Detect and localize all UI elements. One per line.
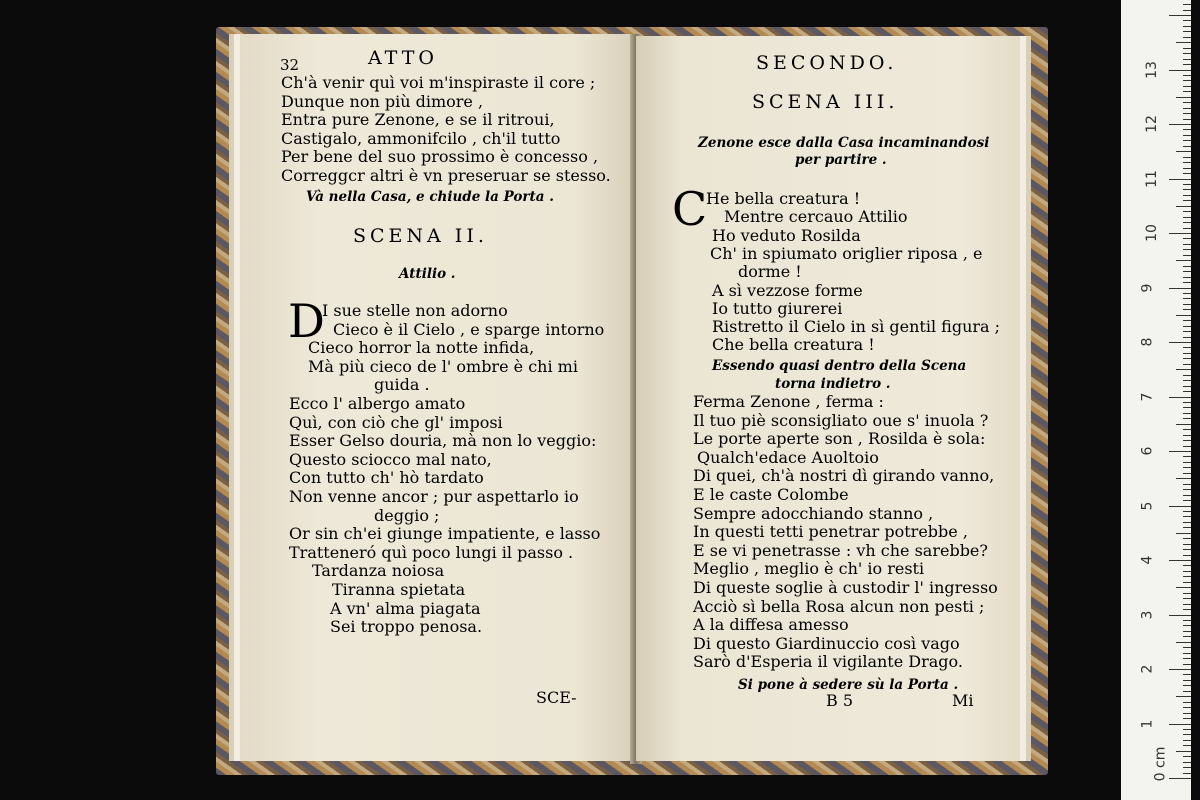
ruler-tick <box>1183 456 1191 457</box>
ruler-tick <box>1183 222 1191 223</box>
ruler-tick <box>1169 506 1191 507</box>
ruler-tick <box>1183 53 1191 54</box>
stage-direction: torna indietro . <box>775 376 891 392</box>
ruler-tick <box>1183 304 1191 305</box>
ruler-tick <box>1183 467 1191 468</box>
ruler-tick <box>1183 402 1191 403</box>
ruler-tick <box>1183 576 1191 577</box>
ruler-number: 5 <box>1139 501 1156 510</box>
verse-line: Non venne ancor ; pur aspettarlo io <box>289 487 579 506</box>
catchword-left: SCE- <box>536 688 577 707</box>
ruler-tick <box>1183 271 1191 272</box>
ruler-tick <box>1183 718 1191 719</box>
ruler-tick <box>1183 255 1191 256</box>
verse-line: Esser Gelso douria, mà non lo veggio: <box>289 431 597 451</box>
ruler-tick <box>1183 767 1191 768</box>
ruler-tick <box>1183 102 1191 103</box>
ruler-tick <box>1183 598 1191 599</box>
ruler-tick <box>1169 560 1191 561</box>
ruler-tick <box>1183 440 1191 441</box>
ruler-tick <box>1183 407 1191 408</box>
verse-line: Mà più cieco de l' ombre è chi mi <box>308 356 578 376</box>
ruler-tick <box>1183 347 1191 348</box>
ruler-tick <box>1176 315 1191 316</box>
ruler-tick <box>1183 773 1191 774</box>
ruler-tick <box>1176 97 1191 98</box>
ruler-tick <box>1183 680 1191 681</box>
verse-line: He bella creatura ! <box>706 189 861 208</box>
verse-line: Sei troppo penosa. <box>330 617 483 637</box>
verse-line: Tratteneró quì poco lungi il passo . <box>289 542 574 562</box>
ruler-tick <box>1183 516 1191 517</box>
verse-line: Per bene del suo prossimo è concesso , <box>281 147 599 167</box>
ruler-tick <box>1183 277 1191 278</box>
catchword-right: Mi <box>952 691 974 710</box>
ruler-tick <box>1183 593 1191 594</box>
verse-line: Ferma Zenone , ferma : <box>693 392 884 411</box>
ruler-tick <box>1183 636 1191 637</box>
page-number: 32 <box>280 56 300 74</box>
ruler-tick <box>1183 129 1191 130</box>
verse-line: Sarò d'Esperia il vigilante Drago. <box>693 652 963 672</box>
ruler-tick <box>1169 70 1191 71</box>
ruler-tick <box>1183 745 1191 746</box>
ruler-tick <box>1183 326 1191 327</box>
ruler-tick <box>1183 707 1191 708</box>
ruler-tick <box>1183 331 1191 332</box>
verse-line: Ch'à venir quì voi m'inspiraste il core ; <box>281 73 596 92</box>
verse-line: In questi tetti penetrar potrebbe , <box>693 522 968 542</box>
verse-line: Cieco è il Cielo , e sparge intorno <box>333 319 605 339</box>
stage-direction: per partire . <box>795 152 887 168</box>
ruler-tick <box>1183 91 1191 92</box>
ruler-tick <box>1183 435 1191 436</box>
verse-line: Di queste soglie à custodir l' ingresso <box>693 578 998 597</box>
verse-line: I sue stelle non adorno <box>322 301 508 320</box>
ruler-tick <box>1176 42 1191 43</box>
ruler-tick <box>1183 309 1191 310</box>
verse-line: Quì, con ciò che gl' imposi <box>289 412 503 432</box>
verse-line: A vn' alma piagata <box>330 598 481 618</box>
ruler-tick <box>1183 353 1191 354</box>
ruler-tick <box>1183 549 1191 550</box>
stage-direction: Essendo quasi dentro della Scena <box>712 358 967 374</box>
ruler-tick <box>1183 64 1191 65</box>
ruler-tick <box>1183 625 1191 626</box>
verse-line: Mentre cercauo Attilio <box>724 207 908 227</box>
ruler-tick <box>1183 429 1191 430</box>
ruler-tick <box>1183 184 1191 185</box>
ruler-tick <box>1183 462 1191 463</box>
ruler-number: 9 <box>1139 283 1156 292</box>
ruler-tick <box>1183 658 1191 659</box>
ruler-tick <box>1183 293 1191 294</box>
verse-line: Correggcr altri è vn preseruar se stesso. <box>281 166 611 185</box>
ruler-number: 4 <box>1139 555 1156 565</box>
ruler-tick <box>1183 527 1191 528</box>
ruler-tick <box>1183 413 1191 414</box>
verse-line: Di quei, ch'à nostri dì girando vanno, <box>693 466 995 486</box>
ruler-tick <box>1183 217 1191 218</box>
verse-line: Le porte aperte son , Rosilda è sola: <box>693 429 986 449</box>
ruler-tick <box>1183 358 1191 359</box>
ruler-number: 8 <box>1139 337 1156 347</box>
ruler-tick <box>1183 4 1191 5</box>
ruler-tick <box>1183 386 1191 387</box>
ruler-number: 6 <box>1139 446 1156 456</box>
ruler-tick <box>1183 740 1191 741</box>
verse-line: Or sin ch'ei giunge impatiente, e lasso <box>289 524 601 544</box>
verse-line: Acciò sì bella Rosa alcun non pesti ; <box>693 596 985 616</box>
ruler-tick <box>1183 604 1191 605</box>
ruler-number: 7 <box>1139 392 1156 401</box>
ruler-tick <box>1183 489 1191 490</box>
ruler-tick <box>1183 762 1191 763</box>
ruler-tick <box>1176 478 1191 479</box>
verse-line: Ecco l' albergo amato <box>289 394 466 413</box>
ruler-tick <box>1183 31 1191 32</box>
ruler-tick <box>1183 734 1191 735</box>
verse-line: Con tutto ch' hò tardato <box>289 468 484 488</box>
verse-line: Io tutto giurerei <box>712 298 843 318</box>
ruler-tick <box>1183 647 1191 648</box>
ruler-tick <box>1183 135 1191 136</box>
ruler-tick <box>1183 86 1191 87</box>
ruler-tick <box>1183 10 1191 11</box>
ruler-tick <box>1183 375 1191 376</box>
ruler-tick <box>1183 582 1191 583</box>
ruler-tick <box>1183 320 1191 321</box>
verse-line: Entra pure Zenone, e se il ritroui, <box>281 110 555 130</box>
ruler-tick <box>1183 228 1191 229</box>
ruler-tick <box>1183 140 1191 141</box>
verse-line: Sempre adocchiando stanno , <box>693 503 934 523</box>
ruler-tick <box>1183 48 1191 49</box>
ruler-tick <box>1169 397 1191 398</box>
ruler-tick <box>1169 15 1191 16</box>
ruler-tick <box>1183 298 1191 299</box>
scene-title-right: SCENA III. <box>752 91 899 113</box>
running-head-left: ATTO <box>368 47 438 69</box>
ruler-tick <box>1183 249 1191 250</box>
ruler-tick <box>1176 751 1191 752</box>
ruler-number: 13 <box>1143 60 1160 79</box>
ruler-number: 3 <box>1139 610 1156 619</box>
ruler-tick <box>1183 555 1191 556</box>
ruler-tick <box>1176 151 1191 152</box>
ruler-tick <box>1169 615 1191 616</box>
verse-line: Ristretto il Cielo in sì gentil figura ; <box>712 317 1001 337</box>
ruler-tick <box>1183 609 1191 610</box>
ruler-tick <box>1183 713 1191 714</box>
ruler-tick <box>1176 260 1191 261</box>
ruler-tick <box>1183 691 1191 692</box>
verse-line: Meglio , meglio è ch' io resti <box>693 559 925 579</box>
ruler-tick <box>1183 702 1191 703</box>
ruler-tick <box>1169 451 1191 452</box>
ruler-tick <box>1183 162 1191 163</box>
drop-cap-left: D <box>288 294 325 348</box>
ruler-tick <box>1183 495 1191 496</box>
verse-line: Ho veduto Rosilda <box>712 225 861 245</box>
ruler-tick <box>1169 342 1191 343</box>
ruler-tick <box>1183 113 1191 114</box>
verse-line: Tardanza noiosa <box>312 561 445 581</box>
ruler-tick <box>1183 631 1191 632</box>
ruler-tick <box>1176 424 1191 425</box>
ruler-tick <box>1176 206 1191 207</box>
ruler-tick <box>1183 119 1191 120</box>
verse-line: Di questo Giardinuccio così vago <box>693 633 960 653</box>
ruler-tick <box>1183 168 1191 169</box>
verse-line: A la diffesa amesso <box>693 615 849 635</box>
verse-line: deggio ; <box>374 505 440 525</box>
ruler-number: 1 <box>1139 719 1156 728</box>
ruler-tick <box>1183 685 1191 686</box>
drop-cap-right: C <box>672 182 708 236</box>
ruler-tick <box>1183 380 1191 381</box>
ruler-tick <box>1183 729 1191 730</box>
ruler-tick <box>1183 282 1191 283</box>
ruler-number: 11 <box>1143 169 1160 188</box>
ruler-tick <box>1183 522 1191 523</box>
verse-line: Castigalo, ammonifcilo , ch'il tutto <box>281 128 561 148</box>
ruler-tick <box>1183 157 1191 158</box>
ruler-tick <box>1183 80 1191 81</box>
verse-line: E le caste Colombe <box>693 485 849 504</box>
ruler-tick <box>1183 571 1191 572</box>
ruler-tick <box>1183 37 1191 38</box>
ruler-tick <box>1183 238 1191 239</box>
verse-line: Qualch'edace Auoltoio <box>697 447 879 467</box>
verse-line: Il tuo piè sconsigliato oue s' inuola ? <box>693 410 989 430</box>
ruler-tick <box>1183 653 1191 654</box>
ruler-tick <box>1169 124 1191 125</box>
verse-line: A sì vezzose forme <box>712 280 863 300</box>
ruler-tick <box>1183 108 1191 109</box>
ruler-tick <box>1183 565 1191 566</box>
scene-title-left: SCENA II. <box>353 225 488 247</box>
stage-direction: Và nella Casa, e chiude la Porta . <box>306 189 554 205</box>
ruler-tick <box>1169 724 1191 725</box>
ruler-tick <box>1183 511 1191 512</box>
verse-line: Questo sciocco mal nato, <box>289 449 492 469</box>
ruler-tick <box>1176 587 1191 588</box>
verse-line: E se vi penetrasse : vh che sarebbe? <box>693 540 988 560</box>
ruler-tick <box>1183 544 1191 545</box>
ruler-tick <box>1183 364 1191 365</box>
verse-line: Ch' in spiumato origlier riposa , e <box>710 243 983 263</box>
verse-line: dorme ! <box>738 262 802 282</box>
measuring-ruler <box>1121 0 1191 800</box>
ruler-tick <box>1183 244 1191 245</box>
ruler-tick <box>1169 179 1191 180</box>
verse-line: Che bella creatura ! <box>712 335 875 355</box>
ruler-tick <box>1183 664 1191 665</box>
ruler-tick <box>1183 59 1191 60</box>
ruler-tick <box>1183 75 1191 76</box>
signature-mark: B 5 <box>826 691 854 710</box>
ruler-tick <box>1183 473 1191 474</box>
ruler-number: 2 <box>1139 664 1156 674</box>
ruler-tick <box>1183 337 1191 338</box>
ruler-tick <box>1176 642 1191 643</box>
ruler-tick <box>1169 778 1191 779</box>
ruler-unit: 0 cm <box>1152 746 1169 782</box>
speaker-name: Attilio . <box>399 266 456 282</box>
ruler-tick <box>1176 369 1191 370</box>
ruler-tick <box>1169 669 1191 670</box>
stage-direction: Si pone à sedere sù la Porta . <box>738 677 959 693</box>
running-head-right: SECONDO. <box>756 52 898 74</box>
ruler-number: 12 <box>1143 115 1160 133</box>
ruler-tick <box>1183 484 1191 485</box>
ruler-tick <box>1183 195 1191 196</box>
ruler-tick <box>1183 20 1191 21</box>
ruler-tick <box>1183 211 1191 212</box>
ruler-tick <box>1183 674 1191 675</box>
ruler-tick <box>1183 620 1191 621</box>
ruler-tick <box>1183 200 1191 201</box>
ruler-tick <box>1169 288 1191 289</box>
ruler-tick <box>1183 538 1191 539</box>
ruler-tick <box>1183 26 1191 27</box>
ruler-tick <box>1183 189 1191 190</box>
ruler-tick <box>1183 391 1191 392</box>
verse-line: Cieco horror la notte infida, <box>308 338 535 358</box>
ruler-number: 10 <box>1143 224 1160 242</box>
ruler-tick <box>1183 146 1191 147</box>
ruler-tick <box>1176 696 1191 697</box>
stage-direction: Zenone esce dalla Casa incaminandosi <box>698 135 990 151</box>
ruler-tick <box>1183 266 1191 267</box>
ruler-tick <box>1183 173 1191 174</box>
ruler-tick <box>1176 533 1191 534</box>
ruler-tick <box>1183 756 1191 757</box>
verse-line: guida . <box>374 375 430 395</box>
ruler-tick <box>1183 500 1191 501</box>
verse-line: Tiranna spietata <box>332 580 466 599</box>
ruler-tick <box>1183 418 1191 419</box>
verse-line: Dunque non più dimore , <box>281 91 484 111</box>
ruler-tick <box>1169 233 1191 234</box>
ruler-tick <box>1183 446 1191 447</box>
